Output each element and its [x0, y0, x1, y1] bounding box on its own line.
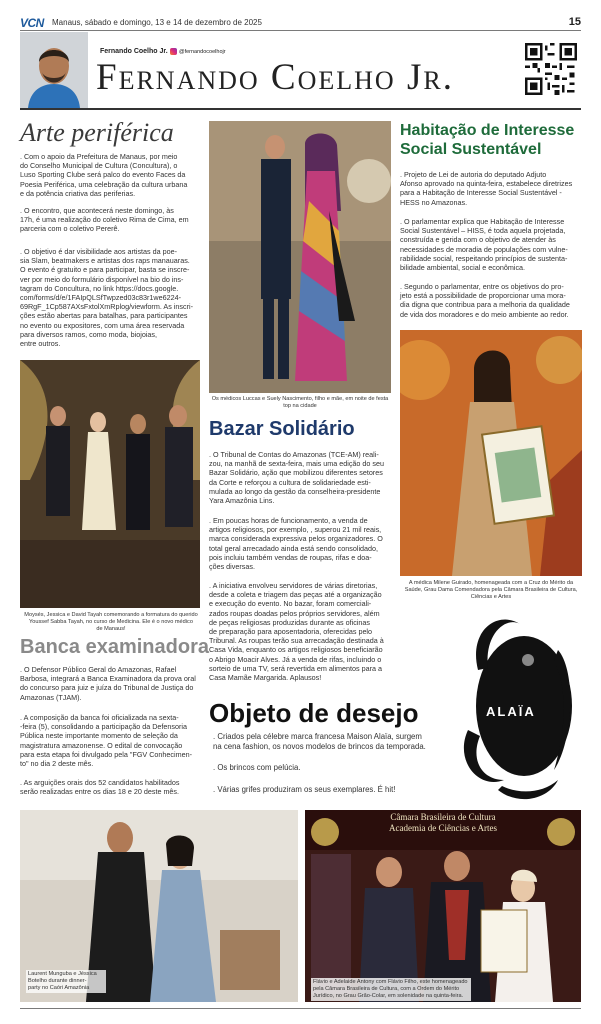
objeto-paragraph-3: . Várias grifes produziram os seus exemplares. É hit!: [213, 785, 396, 794]
bazar-title: Bazar Solidário: [209, 418, 355, 440]
banca-paragraph-1: . O Defensor Público Geral do Amazonas, Rafael Barbosa, integrará a Banca Examinadora da prova oral do concurso para juiz e juíza do Tribunal de Justiça do Amazonas (TJAM).: [20, 665, 196, 702]
habitacao-paragraph-3: . Segundo o parlamentar, entre os objetivos do pro- jeto está a possibilidade de proporcionar uma mora- dia digna que contribua para a melhoria da qualidade de vida dos moradores e do meio ambiente ao redor.: [400, 282, 570, 319]
award-ceremony-caption: Flávio e Adelaide Antony com Flávio Filho, este homenageado pela Câmara Brasileira de Cultura, com a Ordem do Mérito Jurídico, no Grau Grão-Colar, em solenidade na quinta-feira.: [311, 978, 471, 1001]
instagram-icon: [170, 48, 177, 55]
couple-caption: Os médicos Luccas e Suely Nascimento, filho e mãe, em noite de festa top na cidade: [211, 396, 389, 409]
arte-paragraph-1: . Com o apoio da Prefeitura de Manaus, por meio do Conselho Municipal de Cultura (Concultura), o Luso Sporting Clube será palco do evento Faces da Poesia Periférica, uma celebração da cultura urbana e da potência criativa das periferias.: [20, 152, 188, 198]
banca-title: Banca examinadora: [20, 636, 209, 658]
habitacao-paragraph-1: . Projeto de Lei de autoria do deputado Adjuto Afonso aprovado na quinta-feira, estabelece diretrizes para a Habitação de Interesse Social Sustentável - HESS no Amazonas.: [400, 170, 573, 207]
objeto-paragraph-1: . Criados pela célebre marca francesa Maison Alaïa, surgem na cena fashion, os novos modelos de brincos da temporada.: [213, 732, 426, 751]
masthead-logo: VCN: [20, 16, 44, 30]
dinner-party-photo: [20, 810, 298, 1002]
honoree-photo: [400, 330, 582, 576]
bazar-paragraph-2: . Em poucas horas de funcionamento, a venda de artigos religiosos, por exemplo, , superou 21 mil reais, marca considerada expressiva pelos organizadores. O total geral arrecadado ainda está sendo consolidado, pois incluiu também vendas de roupas, rifas e doa- ções diversas.: [209, 516, 383, 572]
banner-line-1: Câmara Brasileira de Cultura: [390, 812, 496, 822]
banca-paragraph-3: . As arguições orais dos 52 candidatos habilitados serão realizadas entre os dias 18 e 20 deste mês.: [20, 778, 180, 797]
habitacao-paragraph-2: . O parlamentar explica que Habitação de Interesse Social Sustentável – HISS, é toda aquela projetada, construída e gerida com o objetivo de atender às necessidades de moradia de populações com vulne- rabilidade social, respeitando princípios de sustenta- bilidade ambiental, social e econômica.: [400, 217, 568, 273]
objeto-paragraph-2: . Os brincos com pelúcia.: [213, 763, 301, 772]
bazar-paragraph-1: . O Tribunal de Contas do Amazonas (TCE-AM) reali- zou, na manhã de sexta-feira, mais uma edição do seu Bazar Solidário, ação que mobilizou diferentes setores da Corte e reforçou a cultura de solidariedade esti- mulada ao longo da gestão da conselheira-presidente Yara Amazônia Lins.: [209, 450, 384, 506]
graduation-caption: Moysés, Jessica e David Tayah comemorando a formatura do querido Youssef Sabba Tayah, no curso de Medicina. Ele é o novo médico de Manaus!: [24, 612, 198, 632]
earring-brand-text: ALAÏA: [486, 704, 536, 719]
arte-paragraph-3: . O objetivo é dar visibilidade aos artistas da poe- sia Slam, beatmakers e artistas dos raps manauaras. O evento é gratuito e para participar, basta se inscre- ver por meio do formulário disponível na bio do ins- tagram do Concultura, no link https://docs.google. com/forms/d/e/1FAIpQLSfTwpzed03c83r1we6224- 69RgF_1Cp587AXsFxtolXmRplog/viewform. As inscri- ções estão abertas para batalhas, para participantes no evento ou expositores, com uma área reservada para diversos ramos, como moda, biojoias, entre outros.: [20, 247, 193, 349]
objeto-title: Objeto de desejo: [209, 698, 419, 728]
bazar-paragraph-3: . A iniciativa envolveu servidores de várias diretorias, desde a coleta e triagem das peças até a organização e execução do evento. No bazar, foram comerciali- zados roupas doadas pelos próprios servidores, além de peças religiosas produzidas durante as oficinas de preparação para aposentadoria, oferecidas pelo Tribunal. As roupas terão sua arrecadação destinada à Casa Vida, enquanto os artigos religiosos beneficiarão o Abrigo Moacir Alves. Já a venda de rifas, incluindo o sorteio de uma TV, será revertida em alimentos para a Casa Mamãe Margarida. Aplausos!: [209, 581, 384, 683]
qr-code[interactable]: [525, 43, 577, 95]
earring-image: [458, 610, 576, 802]
habitacao-title: Habitação de Interesse Social Sustentável: [400, 122, 575, 158]
arte-paragraph-2: . O encontro, que acontecerá neste domingo, às 17h, é uma realização do coletivo Rima de Cima, em parceria com o coletivo Pererê.: [20, 206, 189, 234]
banca-paragraph-2: . A composição da banca foi oficializada na sexta- -feira (5), consolidando a participação da Defensoria Pública neste importante momento de seleção da magistratura amazonense. O edital de convocação para esta etapa foi divulgado pela "FGV Conhecimen- to" no dia 2 deste mês.: [20, 713, 192, 769]
graduation-photo: [20, 360, 200, 608]
columnist-name: Fernando Coelho Jr.: [100, 48, 168, 55]
honoree-caption: A médica Milene Guirado, homenageada com a Cruz do Mérito da Saúde, Grau Dama Comendadora pela Câmara Brasileira de Cultura, Ciências e Artes: [404, 580, 578, 600]
banner-line-2: Academia de Ciências e Artes: [389, 823, 497, 833]
arte-title: Arte periférica: [20, 118, 174, 147]
dateline: Manaus, sábado e domingo, 13 e 14 de dezembro de 2025: [52, 18, 262, 27]
page-number: 15: [568, 16, 581, 28]
instagram-handle[interactable]: @fernandocoelhojr: [170, 48, 226, 55]
award-ceremony-photo: [305, 810, 581, 1002]
column-title: Fernando Coelho Jr.: [96, 57, 454, 98]
dinner-party-caption: Laurent Munguba e Jéssica Botelho durante dinner- party no Caóri Amazônia: [26, 970, 106, 993]
couple-photo: [209, 121, 391, 393]
columnist-photo: [20, 32, 88, 108]
